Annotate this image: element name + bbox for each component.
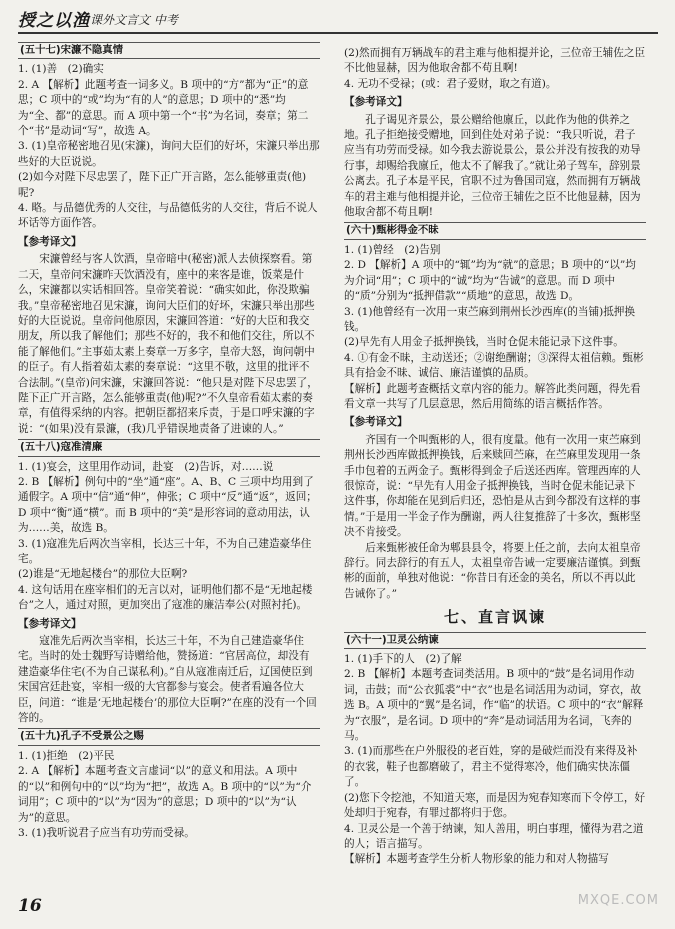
translation-heading: 【参考译文】 (344, 96, 408, 109)
answer-item: 3. (1)我听说君子应当有功劳而受禄。 (18, 826, 195, 839)
section-title: (六十一)卫灵公纳谏 (344, 632, 646, 649)
translation-paragraph: 寇准先后两次当宰相，长达三十年，不为自己建造豪华住宅。当时的处士魏野写诗赠给他，赞扬道：“官居高位，却没有建造豪华住宅(不为自己谋私利)。”自从寇准南迁后，辽国使臣到宋国宫廷赴宴，宰相一级的大官都参与宴会。使者看遍各位大臣，问道：“谁是‘无地起楼台’的那位大臣啊?”在座的没有一个回答的。 (18, 635, 317, 725)
page-number: 16 (18, 896, 42, 916)
header-rule (18, 32, 658, 34)
answer-item: 4. 这句话用在座宰相们的无言以对，证明他们都不是“无地起楼台”之人，通过对照，更加突出了寇准的廉洁奉公(对照衬托)。 (18, 583, 313, 612)
answer-item: 3. (1)而那些在户外服役的老百姓，穿的是破烂而没有来得及补的衣裳，鞋子也都磨破了，君主不觉得寒冷，他们确实快冻僵了。 (344, 745, 638, 789)
answer-item: 4. ①有金不昧，主动送还；②谢绝酬谢；③深得太祖信赖。甄彬具有拾金不昧、诚信、廉洁谨慎的品质。 (344, 351, 644, 380)
translation-heading: 【参考译文】 (18, 617, 82, 630)
translation-paragraph: 孔子谒见齐景公，景公赠给他廪丘，以此作为他的供养之地。孔子拒绝接受赠地，回到住处对弟子说：“我只听说，君子应当有功劳而受禄。如今我去游说景公，景公并没有按我的劝导行事，却赐给我廪丘，他太不了解我了。”就让弟子驾车，辞别景公离去。孔子本是平民，官职不过为鲁国司寇，然而拥有万辆战车的君主难与他相提并论，三位帝王辅佐之臣不比他显赫，因为他取舍都不苟且啊! (344, 113, 641, 219)
translation-paragraph: 齐国有一个叫甄彬的人，很有度量。他有一次用一束苎麻到荆州长沙西库做抵押换钱，后来赎回苎麻，在苎麻里发现用一条手巾包着的五两金子。甄彬得到金子后送还西库。管理西库的人很惊奇，说：“早先有人用金子抵押换钱，当时仓促未能记录下这件事，你却能在见到后归还，恐怕是从古到今都没有这样的事情。”于是用一半金子作为酬谢，两人往复推辞了十多次，甄彬坚决不肯接受。 (344, 433, 641, 539)
translation-heading: 【参考译文】 (18, 235, 82, 248)
answer-item: 1. (1)手下的人 (2)了解 (344, 653, 462, 666)
answer-item: 1. (1)曾经 (2)告别 (344, 243, 441, 256)
page-header (18, 6, 658, 36)
section-title: (五十九)孔子不受景公之赐 (18, 728, 320, 745)
book-logo: 授之以渔 (18, 11, 90, 31)
section-title: (六十)甄彬得金不昧 (344, 222, 646, 239)
answer-item: (2)谁是“无地起楼台”的那位大臣啊? (18, 568, 188, 581)
watermark: MXQE.COM (577, 893, 659, 908)
answer-item: 4. 无功不受禄；(或：君子爱财，取之有道)。 (344, 77, 557, 90)
answer-item: 1. (1)善 (2)确实 (18, 63, 104, 76)
answer-item: (2)如今对陛下尽忠罢了，陛下正广开言路，怎么能够重责(他)呢? (18, 171, 307, 199)
answer-item: (2)早先有人用金子抵押换钱，当时仓促未能记录下这件事。 (344, 336, 624, 349)
answer-item: 2. D 【解析】A 项中的“辄”均为“就”的意思；B 项中的“以”均为介词“用”；C 项中的“诚”均为“告诚”的意思。而 D 项中的“质”分别为“抵押借款”“质地”的意思，故选 D。 (344, 259, 636, 303)
answer-item: (2)然而拥有万辆战车的君主难与他相提并论，三位帝王辅佐之臣不比他显赫，因为他取舍都不苟且啊! (344, 47, 646, 75)
series-title: 课外文言文 中考 (90, 13, 178, 27)
right-column (344, 46, 646, 868)
answer-item: 2. A 【解析】本题考查文言虚词“以”的意义和用法。A 项中的“以”和例句中的“以”均为“把”，故选 A。B 项中的“以”为“介词用”；C 项中的“以”为“因为”的意思；D 项中的“以”为“认为”的意思。 (18, 765, 312, 824)
answer-item: 4. 卫灵公是一个善于纳谏，知人善用，明白事理，懂得为君之道的人；语言描写。 (344, 822, 644, 850)
answer-item: 2. B 【解析】本题考查词类活用。B 项中的“鼓”是名词用作动词，击鼓；而“公衣狐裘”中“衣”也是名词活用为动词，穿衣，故选 B。A 项中的“翼”是名词，作“临”的状语。C 项中的“衣”解释为“衣服”，是名词。D 项中的“奔”是动词活用为名词，飞奔的马。 (344, 668, 644, 743)
translation-heading: 【参考译文】 (344, 416, 408, 429)
answer-item: 4. 略。与品德优秀的人交往，与品德低劣的人交往，背后不说人坏话等方面作答。 (18, 202, 318, 230)
translation-paragraph: 宋濂曾经与客人饮酒，皇帝暗中(秘密)派人去侦探察看。第二天，皇帝问宋濂昨天饮酒没有，座中的来客是谁，饭菜是什么，宋濂都以实话相回答。皇帝笑着说：“确实如此，你没欺骗我。”皇帝秘密地召见宋濂，询问大臣们的好坏，宋濂只举出那些好的大臣说说。皇帝问他原因，宋濂回答道：“好的大臣和我交朋友，所以我了解他们；那些不好的，我不和他们交往，所以不能了解他们。”主事茹太素上奏章一万多字，皇帝大怒，询问朝中的臣子。有人指着茹太素的奏章说：“这里不敬，这里的批评不合法制。”(皇帝)问宋濂，宋濂回答说：“他只是对陛下尽忠罢了，陛下正广开言路，怎么能够重责(他)呢?”不久皇帝看茹太素的奏章，有值得采纳的内容。把朝臣都招来斥责，于是口呼宋濂的字说：“(如果)没有景濂，(我)几乎错误地责备了进谏的人。” (18, 253, 318, 435)
translation-paragraph: 后来甄彬被任命为郫县县令，将要上任之前，去向太祖皇帝辞行。同去辞行的有五人，太祖皇帝告诫一定要廉洁谨慎。到甄彬的面前，单独对他说：“你昔日有还金的美名，所以不再以此告诫你了。” (344, 541, 641, 600)
answer-item: 3. (1)寇准先后两次当宰相，长达三十年，不为自己建造豪华住宅。 (18, 537, 312, 565)
answer-item: (2)您下令挖池，不知道天寒，而是因为宛春知寒而下令停工，好处却归于宛春，有罪过都将归于您。 (344, 791, 646, 820)
answer-item: 【解析】此题考查概括文章内容的能力。解答此类问题，得先看看文章一共写了几层意思，然后用简练的语言概括作答。 (344, 382, 641, 410)
section-title: (五十七)宋濂不隐真情 (18, 42, 320, 59)
chapter-heading: 七、直言讽谏 (443, 608, 546, 627)
answer-item: 3. (1)皇帝秘密地召见(宋濂)，询问大臣们的好坏，宋濂只举出那些好的大臣说说。 (18, 140, 320, 168)
answer-item: 2. B 【解析】例句中的“坐”通“座”。A、B、C 三项中均用到了通假字。A 项中“信”通“伸”，伸张；C 项中“反”通“返”，返回；D 项中“衡”通“横”。而 B 项中的“美”是形容词的意动用法，认为……美，故选 B。 (18, 475, 317, 535)
answer-item: 2. A 【解析】此题考查一词多义。B 项中的“方”都为“正”的意思；C 项中的“或”均为“有的人”的意思；D 项中的“悉”均为“全、都”的意思。而 A 项中第一个“书”为名词，奏章；第二个“书”是动词“写”，故选 A。 (18, 78, 309, 138)
section-title: (五十八)寇准清廉 (18, 439, 320, 456)
answer-item: 【解析】本题考查学生分析人物形象的能力和对人物描写 (344, 853, 609, 866)
left-column (18, 40, 320, 841)
answer-item: 1. (1)拒绝 (2)平民 (18, 749, 115, 762)
answer-item: 1. (1)宴会，这里用作动词，赴宴 (2)告诉，对……说 (18, 460, 274, 473)
answer-item: 3. (1)他曾经有一次用一束苎麻到荆州长沙西库(的当铺)抵押换钱。 (344, 305, 635, 333)
